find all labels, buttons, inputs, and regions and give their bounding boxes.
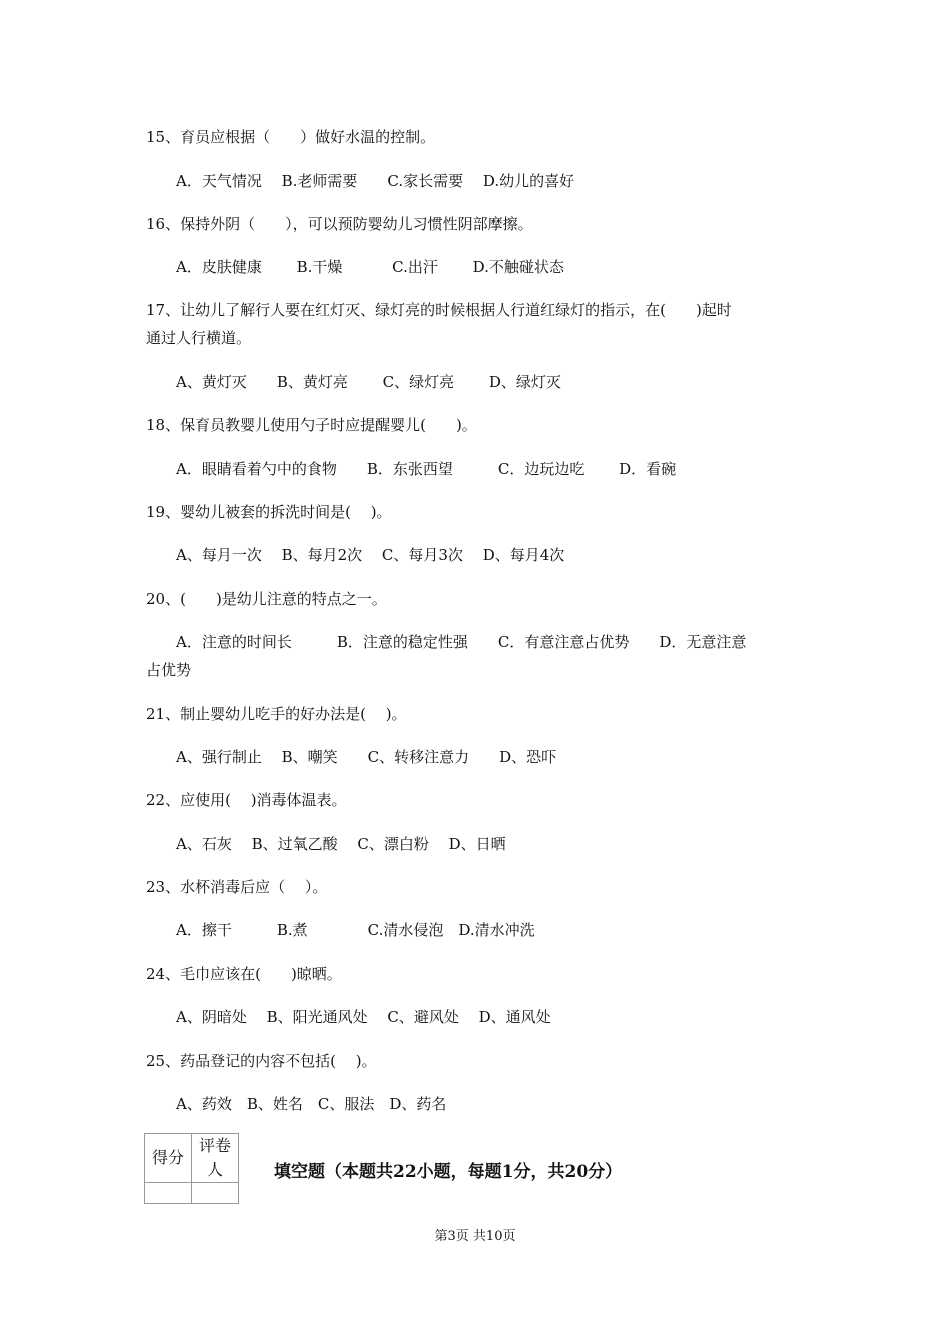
question-options: A、药效 B、姓名 C、服法 D、药名 bbox=[176, 1095, 447, 1113]
question-options: A、阴暗处 B、阳光通风处 C、避风处 D、通风处 bbox=[176, 1008, 551, 1026]
question-options: A．天气情况 B.老师需要 C.家长需要 D.幼儿的喜好 bbox=[176, 172, 575, 190]
score-header: 得分 bbox=[145, 1134, 192, 1183]
question-options: A．皮肤健康 B.干燥 C.出汗 D.不触碰状态 bbox=[176, 258, 564, 276]
question-stem: 15、育员应根据（ ）做好水温的控制。 bbox=[146, 128, 436, 146]
question-stem: 16、保持外阴（ ），可以预防婴幼儿习惯性阴部摩擦。 bbox=[146, 215, 533, 233]
question-stem: 17、让幼儿了解行人要在红灯灭、绿灯亮的时候根据人行道红绿灯的指示，在( )起时 bbox=[146, 301, 732, 319]
page-footer: 第3页 共10页 bbox=[434, 1229, 516, 1244]
question-stem: 18、保育员教婴儿使用勺子时应提醒婴儿( )。 bbox=[146, 416, 477, 434]
question-options-continued: 占优势 bbox=[146, 661, 192, 679]
question-stem: 22、应使用( )消毒体温表。 bbox=[146, 791, 347, 809]
grader-header: 评卷人 bbox=[192, 1134, 239, 1183]
question-stem: 19、婴幼儿被套的拆洗时间是( )。 bbox=[146, 503, 392, 521]
question-options: A、每月一次 B、每月2次 C、每月3次 D、每月4次 bbox=[176, 546, 565, 564]
question-stem-continued: 通过人行横道。 bbox=[146, 329, 252, 347]
question-stem: 23、水杯消毒后应（ ）。 bbox=[146, 878, 328, 896]
question-stem: 20、( )是幼儿注意的特点之一。 bbox=[146, 590, 387, 608]
question-options: A、石灰 B、过氧乙酸 C、漂白粉 D、日晒 bbox=[176, 835, 506, 853]
section-title: 填空题（本题共22小题，每题1分，共20分） bbox=[274, 1162, 623, 1182]
question-options: A、强行制止 B、嘲笑 C、转移注意力 D、恐吓 bbox=[176, 748, 557, 766]
question-options: A．眼睛看着勺中的食物 B．东张西望 C．边玩边吃 D．看碗 bbox=[176, 460, 677, 478]
score-table bbox=[144, 1133, 239, 1204]
score-cell bbox=[145, 1183, 192, 1204]
question-options: A．注意的时间长 B．注意的稳定性强 C．有意注意占优势 D．无意注意 bbox=[176, 633, 747, 651]
grader-cell bbox=[192, 1183, 239, 1204]
question-options: A、黄灯灭 B、黄灯亮 C、绿灯亮 D、绿灯灭 bbox=[176, 373, 561, 391]
question-stem: 25、药品登记的内容不包括( )。 bbox=[146, 1052, 377, 1070]
question-options: A．擦干 B.煮 C.清水侵泡 D.清水冲洗 bbox=[176, 921, 535, 939]
question-stem: 24、毛巾应该在( )晾晒。 bbox=[146, 965, 342, 983]
question-stem: 21、制止婴幼儿吃手的好办法是( )。 bbox=[146, 705, 407, 723]
